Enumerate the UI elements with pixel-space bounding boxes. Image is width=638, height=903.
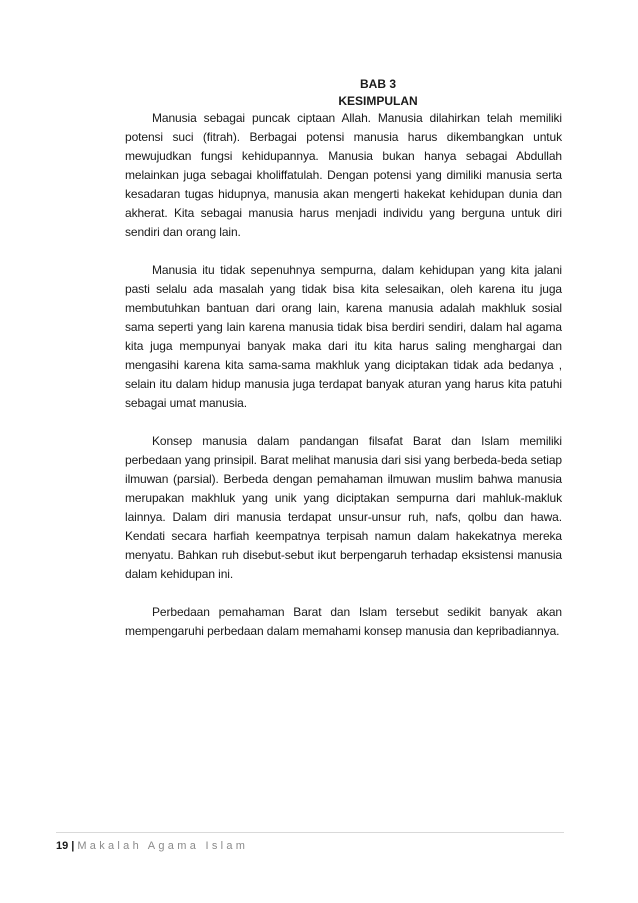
running-title: Makalah Agama Islam [77,840,249,852]
paragraph-3: Konsep manusia dalam pandangan filsafat Barat dan Islam memiliki perbedaan yang prinsipil. Barat melihat manusia dari sisi yang berbeda-beda setiap ilmuwan (parsial). Berbeda dengan pemahaman ilmuwan muslim bahwa manusia merupakan makhluk yang unik yang diciptakan sempurna dari mahluk-makluk lainnya. Dalam diri manusia terdapat unsur-unsur ruh, nafs, qolbu dan hawa. Kendati secara harfiah keempatnya terpisah namun dalam hakekatnya mereka menyatu. Bahkan ruh disebut-sebut ikut berpengaruh terhadap eksistensi manusia dalam kehidupan ini. [125,434,562,581]
body-text [125,109,562,660]
paragraph-1: Manusia sebagai puncak ciptaan Allah. Manusia dilahirkan telah memiliki potensi suci (fitrah). Berbagai potensi manusia harus dikembangkan untuk mewujudkan fungsi kehidupannya. Manusia bukan hanya sebagai Abdullah melainkan juga sebagai kholiffatulah. Dengan potensi yang dimiliki manusia serta kesadaran tugas hidupnya, manusia akan mengerti hakekat kehidupan dunia dan akherat. Kita sebagai manusia harus menjadi individu yang berguna untuk diri sendiri dan orang lain. [125,111,562,239]
page-number: 19 [56,840,69,852]
chapter-heading: BAB 3 [359,77,396,91]
page-footer [56,832,564,853]
paragraph-2: Manusia itu tidak sepenuhnya sempurna, dalam kehidupan yang kita jalani pasti selalu ada masalah yang tidak bisa kita selesaikan, oleh karena itu juga membutuhkan bantuan dari orang lain, karena manusia adalah makhluk sosial sama seperti yang lain karena manusia tidak bisa berdiri sendiri, dalam hal agama kita juga mempunyai banyak maka dari itu kita harus saling menghargai dan mengasihi karena kita sama-sama makhluk yang diciptakan tidak ada bedanya , selain itu dalam hidup manusia juga terdapat banyak aturan yang harus kita patuhi sebagai umat manusia. [125,263,562,410]
footer-separator: | [71,840,75,852]
paragraph-4: Perbedaan pemahaman Barat dan Islam tersebut sedikit banyak akan mempengaruhi perbedaan dalam memahami konsep manusia dan kepribadiannya. [125,605,562,638]
chapter-title: KESIMPULAN [338,94,418,108]
